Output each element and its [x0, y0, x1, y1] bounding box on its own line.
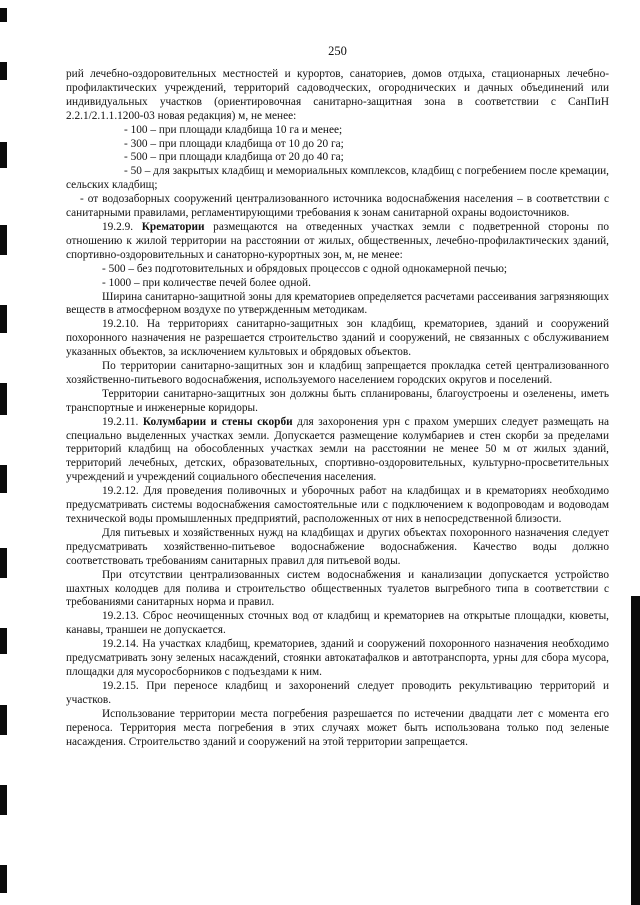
scan-mark: [0, 8, 7, 22]
paragraph: При отсутствии централизованных систем водоснабжения и канализации допускается устройство шахтных колодцев для полива и строительство общественных туалетов выгребного типа в соответствии с требованиями санитарных норма и правил.: [66, 568, 609, 609]
clause-title: Колумбарии и стены скорби: [142, 415, 293, 428]
scan-mark: [0, 62, 7, 80]
paragraph: Ширина санитарно-защитной зоны для крематориев определяется расчетами рассеивания загрязняющих веществ в атмосферном воздухе по утвержденным методикам.: [66, 290, 609, 317]
clause-number: 19.2.9.: [102, 220, 142, 233]
scan-mark: [0, 465, 7, 493]
clause-number: 19.2.11.: [102, 415, 143, 428]
paragraph: Для питьевых и хозяйственных нужд на кладбищах и других объектах похоронного назначения следует предусматривать хозяйственно-питьевое водоснабжение водоснабжения. Качество воды должно соответствовать требованиям санитарных правил для питьевой воды.: [66, 526, 609, 567]
scan-mark: [0, 785, 7, 815]
paragraph: 19.2.14. На участках кладбищ, крематориев, зданий и сооружений похоронного назначения необходимо предусматривать зону зеленых насаждений, стоянки автокатафалков и автотранспорта, урны для сбора мусора, площадки для мусоросборников с подъездами к ним.: [66, 638, 609, 678]
clause-title: Крематории: [141, 220, 205, 233]
list-item: - 100 – при площади кладбища 10 га и менее;: [124, 123, 343, 136]
paragraph: 19.2.13. Сброс неочищенных сточных вод от кладбищ и крематориев на открытые площадки, кюветы, канавы, траншеи не допускается.: [66, 610, 609, 637]
list-item: - от водозаборных сооружений централизованного источника водоснабжения населения – в соответствии с санитарными правилами, регламентирующими требования к зонам санитарной охраны водоисточников.: [66, 193, 609, 220]
paragraph: 19.2.15. При переносе кладбищ и захоронений следует проводить рекультивацию территорий и участков.: [66, 679, 609, 706]
paragraph-columbaria: [66, 416, 609, 486]
scan-mark: [0, 705, 7, 735]
paragraph: рий лечебно-оздоровительных местностей и курортов, санаториев, домов отдыха, стационарных лечебно-профилактических учреждений, территорий садоводческих, огороднических и дачных объединений или индивидуальных участков (ориентировочная санитарно-защитная зона в соответствии с СанПиН 2.2.1/2.1.1.1200-03 новая редакция) м, не менее:: [66, 68, 609, 122]
list-item: - 500 – без подготовительных и обрядовых процессов с одной однокамерной печью;: [102, 262, 508, 275]
paragraph-crematoria: [66, 221, 609, 263]
paragraph: Территории санитарно-защитных зон должны быть спланированы, благоустроены и озеленены, иметь транспортные и инженерные коридоры.: [66, 387, 609, 414]
scan-edge-marks: [0, 0, 8, 905]
paragraph: 19.2.10. На территориях санитарно-защитных зон кладбищ, крематориев, зданий и сооружений похоронного назначения не разрешается строительство зданий и сооружений, не связанных с обслуживанием указанных объектов, за исключением культовых и обрядовых объектов.: [66, 318, 609, 359]
page-number: 250: [328, 44, 347, 58]
scan-mark: [0, 628, 7, 654]
list-item: - 1000 – при количестве печей более одной.: [102, 276, 311, 289]
paragraph: По территории санитарно-защитных зон и кладбищ запрещается прокладка сетей централизованного хозяйственно-питьевого водоснабжения, используемого населением городских округов и поселений.: [66, 360, 609, 386]
scan-mark: [0, 142, 7, 168]
list-item: - 300 – при площади кладбища от 10 до 20 га;: [124, 137, 344, 150]
clause-text: для захоронения урн с прахом умерших следует размещать на специально выделенных участках земли. Допускается размещение колумбариев и стен скорби за пределами территорий кладбищ на обособленных участках земли на расстоянии не менее 50 м от жилых зданий, территорий лечебных, детских, образовательных, спортивно-оздоровительных, культурно-просветительных учреждений и учреждений социального обеспечения населения.: [66, 415, 610, 484]
scan-mark: [0, 548, 7, 578]
scan-mark: [0, 305, 7, 333]
scan-mark: [0, 865, 7, 893]
paragraph: Использование территории места погребения разрешается по истечении двадцати лет с момента его переноса. Территория места погребения в этих случаях может быть использована только под зеленые насаждения. Строительство зданий и сооружений на этой территории запрещается.: [66, 707, 609, 748]
scan-mark: [0, 225, 7, 255]
clause-text: размещаются на отведенных участках земли с подветренной стороны по отношению к жилой территории на расстоянии от жилых, общественных, лечебно-профилактических зданий, спортивно-оздоровительных и санаторно-курортных зон, м, не менее:: [66, 220, 610, 261]
list-item: - 500 – при площади кладбища от 20 до 40 га;: [124, 151, 344, 164]
list-item: - 50 – для закрытых кладбищ и мемориальных комплексов, кладбищ с погребением после кремации, сельских кладбищ;: [66, 165, 609, 192]
scan-right-edge-bar: [631, 596, 640, 905]
scan-mark: [0, 383, 7, 415]
paragraph: 19.2.12. Для проведения поливочных и уборочных работ на кладбищах и в крематориях необходимо предусматривать системы водоснабжения самостоятельные или с подключением к водопроводам и водоводам технической воды промышленных предприятий, расположенных от них в непосредственной близости.: [66, 485, 609, 525]
document-page: [66, 44, 609, 749]
